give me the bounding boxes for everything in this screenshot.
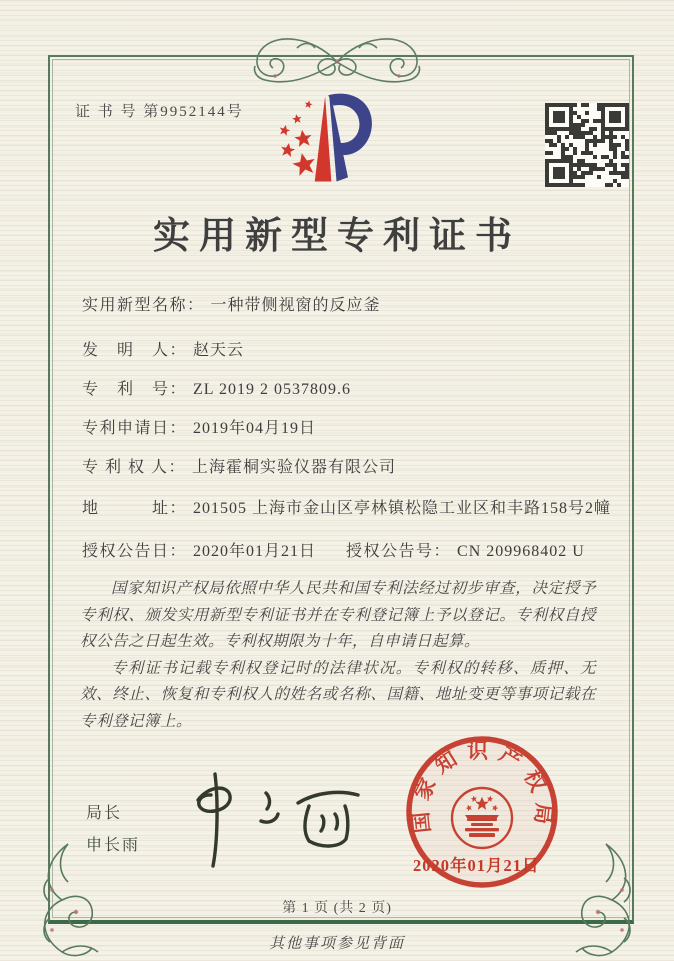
signer-title: 局长 — [86, 805, 123, 822]
seal-ring-text: 国家知识产权局 — [407, 738, 557, 835]
legal-paragraph-1: 国家知识产权局依照中华人民共和国专利法经过初步审查，决定授予专利权、颁发实用新型专利证书并在专利登记簿上予以登记。专利权自授权公告之日起生效。专利权期限为十年，自申请日起算。 — [80, 580, 596, 650]
field-value: 上海霍桐实验仪器有限公司 — [192, 459, 397, 476]
field-value: 2020年01月21日 — [193, 543, 317, 560]
field-row-patentee — [82, 454, 602, 477]
field-label: 专 利 号： — [82, 381, 188, 398]
qr-code-icon — [545, 103, 629, 187]
field-row-grant-date-and-number — [82, 538, 602, 561]
signer-block — [86, 798, 140, 862]
certificate-number: 证 书 号 第9952144号 — [75, 104, 244, 120]
legal-paragraph-2: 专利证书记载专利权登记时的法律状况。专利权的转移、质押、无效、终止、恢复和专利权人的姓名或名称、国籍、地址变更等事项记载在专利登记簿上。 — [80, 659, 596, 730]
field-label: 实用新型名称： — [82, 297, 205, 314]
signature-icon — [170, 768, 385, 873]
field-row-patent-number — [82, 376, 602, 399]
field-label-grant-number: 授权公告号： — [346, 543, 452, 560]
field-value-grant-number: CN 209968402 U — [457, 543, 585, 560]
cnipa-logo-icon — [270, 90, 374, 194]
field-label: 地 址： — [82, 500, 188, 517]
field-row-invention-name — [82, 292, 602, 315]
back-side-note: 其他事项参见背面 — [268, 936, 405, 952]
certificate-title: 实用新型专利证书 — [153, 216, 521, 257]
seal-date: 2020年01月21日 — [413, 856, 540, 875]
field-row-inventor — [82, 337, 602, 360]
field-value: ZL 2019 2 0537809.6 — [193, 381, 351, 398]
field-label: 专利申请日： — [82, 420, 188, 437]
field-row-address — [82, 495, 612, 518]
field-value: 2019年04月19日 — [193, 420, 317, 437]
field-value: 赵天云 — [193, 342, 245, 359]
field-label: 授权公告日： — [82, 543, 188, 560]
field-value: 一种带侧视窗的反应釜 — [210, 297, 381, 314]
field-label: 发 明 人： — [82, 342, 188, 359]
legal-body-text — [80, 576, 596, 735]
field-row-filing-date — [82, 415, 602, 438]
top-flourish-ornament — [227, 24, 447, 96]
field-label: 专 利 权 人： — [82, 459, 187, 476]
field-value: 201505 上海市金山区亭林镇松隐工业区和丰路158号2幢 — [193, 500, 612, 517]
signer-name: 申长雨 — [86, 837, 141, 854]
page-number: 第 1 页 (共 2 页) — [282, 901, 392, 916]
